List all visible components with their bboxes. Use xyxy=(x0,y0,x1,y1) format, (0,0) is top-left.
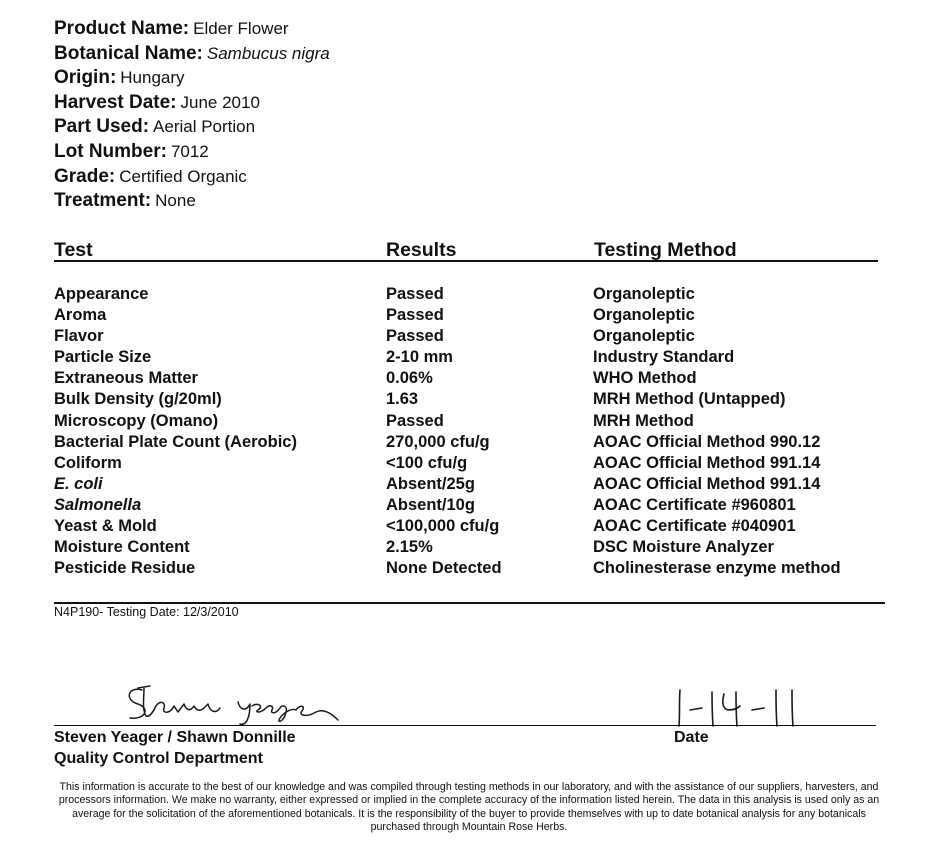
product-row xyxy=(54,91,330,116)
column-header-test: Test xyxy=(54,239,93,261)
product-row xyxy=(54,42,330,67)
result-cell: 0.06% xyxy=(386,369,433,388)
product-row xyxy=(54,189,330,214)
field-label: Treatment: xyxy=(54,190,152,212)
test-name-cell: Salmonella xyxy=(54,495,142,514)
method-cell: Organoleptic xyxy=(593,285,695,303)
result-cell: None Detected xyxy=(386,559,502,578)
method-cell: MRH Method xyxy=(593,411,694,430)
handwritten-signature xyxy=(120,678,350,728)
disclaimer-text: This information is accurate to the best of our knowledge and was compiled through testing methods in our laboratory, and with the assistance of our suppliers, harvesters, and processors information. We make no warranty, either expressed or implied in the complete accuracy of the information listed herein. The data in this analysis is used only as an average for the solicitation of the aforementioned botanicals. It is the responsibility of the buyer to provide themselves with up to date botanical analysis for any botanicals purchased through Mountain Rose Herbs. xyxy=(58,781,880,834)
table-row xyxy=(54,284,894,305)
method-cell: WHO Method xyxy=(593,369,697,388)
handwritten-date xyxy=(672,686,812,728)
table-row xyxy=(54,537,894,558)
product-row xyxy=(54,17,330,42)
field-value: Certified Organic xyxy=(119,166,247,186)
method-cell: AOAC Official Method 991.14 xyxy=(593,474,821,493)
field-label: Origin: xyxy=(54,67,117,89)
method-cell: Organoleptic xyxy=(593,306,695,325)
date-label: Date xyxy=(674,729,709,746)
table-row xyxy=(54,411,894,432)
result-cell: Passed xyxy=(386,285,444,303)
method-cell: AOAC Certificate #040901 xyxy=(593,517,796,536)
field-label: Product Name: xyxy=(54,18,190,39)
field-value: Sambucus nigra xyxy=(206,43,330,63)
test-name-cell: Yeast & Mold xyxy=(54,517,157,536)
product-row xyxy=(54,66,330,91)
field-value: Hungary xyxy=(120,68,185,88)
result-cell: Absent/25g xyxy=(386,474,475,493)
field-value: Aerial Portion xyxy=(153,117,256,137)
department-name: Quality Control Department xyxy=(54,750,263,767)
test-name-cell: Bulk Density (g/20ml) xyxy=(54,390,222,409)
test-name-cell: Particle Size xyxy=(54,348,152,367)
product-row xyxy=(54,140,330,165)
product-row xyxy=(54,165,330,190)
field-label: Part Used: xyxy=(54,116,150,138)
table-row xyxy=(54,453,894,474)
test-name-cell: Extraneous Matter xyxy=(54,369,198,388)
field-value: 7012 xyxy=(170,141,209,161)
field-value: June 2010 xyxy=(180,92,260,112)
table-row xyxy=(54,326,894,347)
method-cell: DSC Moisture Analyzer xyxy=(593,538,774,557)
result-cell: Passed xyxy=(386,411,444,430)
test-name-cell: Flavor xyxy=(54,327,104,346)
test-name-cell: Bacterial Plate Count (Aerobic) xyxy=(54,432,297,451)
result-cell: Passed xyxy=(386,327,444,346)
table-row xyxy=(54,495,894,516)
signer-names: Steven Yeager / Shawn Donnille xyxy=(54,729,296,746)
method-cell: MRH Method (Untapped) xyxy=(593,390,786,409)
result-cell: <100 cfu/g xyxy=(386,453,468,472)
method-cell: Industry Standard xyxy=(593,348,735,367)
result-cell: 2.15% xyxy=(386,538,433,557)
product-row xyxy=(54,115,330,140)
test-name-cell: Appearance xyxy=(54,285,149,303)
field-label: Harvest Date: xyxy=(54,91,177,113)
method-cell: AOAC Certificate #960801 xyxy=(593,495,796,514)
header-divider xyxy=(54,260,878,262)
column-header-results: Results xyxy=(386,239,457,261)
field-label: Botanical Name: xyxy=(54,42,203,64)
field-value: None xyxy=(155,191,196,211)
product-info xyxy=(54,17,330,214)
result-cell: 270,000 cfu/g xyxy=(386,432,490,451)
table-row xyxy=(54,347,894,368)
result-cell: 1.63 xyxy=(386,390,419,409)
testing-date-note: N4P190- Testing Date: 12/3/2010 xyxy=(54,605,239,619)
test-name-cell: Microscopy (Omano) xyxy=(54,411,219,430)
result-cell: <100,000 cfu/g xyxy=(386,517,500,536)
test-name-cell: E. coli xyxy=(54,474,103,493)
method-cell: AOAC Official Method 991.14 xyxy=(593,453,821,472)
field-label: Grade: xyxy=(54,165,116,187)
field-value: Elder Flower xyxy=(193,19,289,38)
method-cell: Organoleptic xyxy=(593,327,695,346)
table-row xyxy=(54,389,894,410)
test-name-cell: Pesticide Residue xyxy=(54,559,196,578)
method-cell: AOAC Official Method 990.12 xyxy=(593,432,821,451)
result-cell: Passed xyxy=(386,306,444,325)
test-name-cell: Coliform xyxy=(54,453,122,472)
method-cell: Cholinesterase enzyme method xyxy=(593,559,841,578)
table-row xyxy=(54,474,894,495)
table-row xyxy=(54,516,894,537)
result-cell: Absent/10g xyxy=(386,495,475,514)
test-name-cell: Aroma xyxy=(54,306,107,325)
table-row xyxy=(54,558,894,579)
results-table xyxy=(54,284,894,579)
signature-line xyxy=(54,725,876,726)
result-cell: 2-10 mm xyxy=(386,348,453,367)
table-row xyxy=(54,432,894,453)
test-name-cell: Moisture Content xyxy=(54,538,190,557)
column-header-method: Testing Method xyxy=(594,239,737,261)
table-row xyxy=(54,305,894,326)
field-label: Lot Number: xyxy=(54,140,167,162)
table-row xyxy=(54,368,894,389)
